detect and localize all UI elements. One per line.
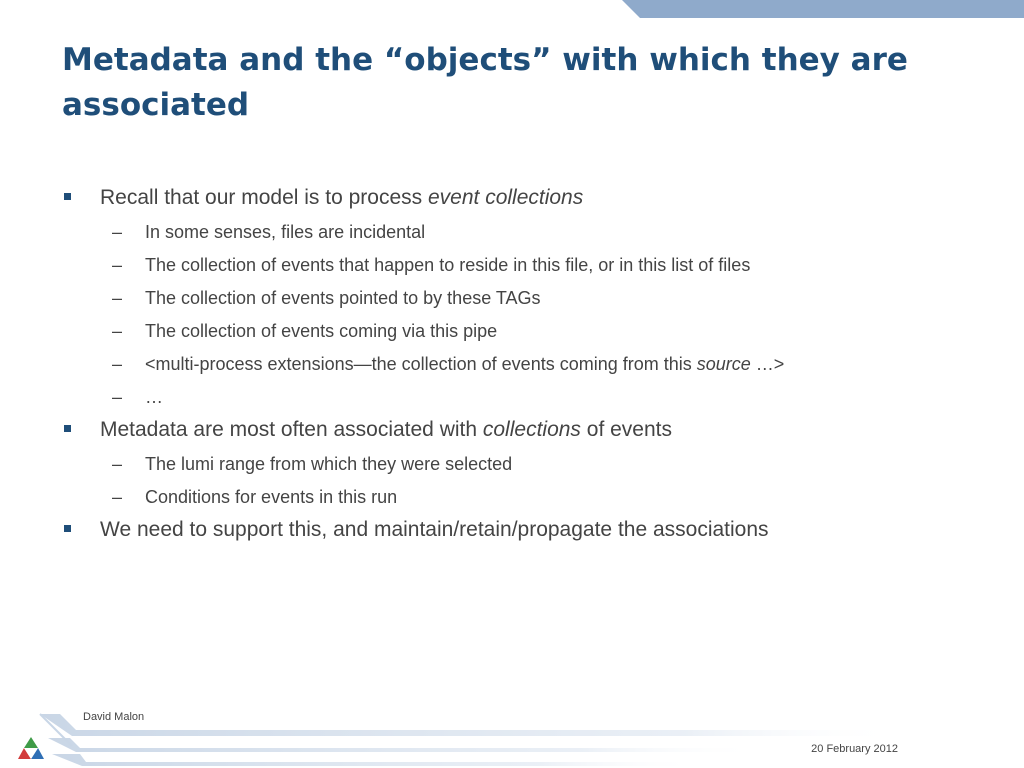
bullet-emphasis: collections: [482, 418, 581, 441]
triangle-logo-icon: [18, 736, 44, 760]
footer-decorative-swoosh: [0, 700, 1024, 768]
dash-bullet-icon: –: [112, 354, 123, 374]
bullet-text: Recall that our model is to process: [100, 186, 428, 209]
dash-bullet-icon: –: [112, 387, 123, 407]
sub-bullet-emphasis: source: [696, 354, 751, 374]
sub-bullet-list: [100, 448, 962, 514]
dash-bullet-icon: –: [112, 321, 123, 341]
sub-bullet-item: [62, 381, 962, 414]
dash-bullet-icon: –: [112, 487, 123, 507]
dash-bullet-icon: –: [112, 288, 123, 308]
sub-bullet-text: The collection of events coming via this pipe: [145, 321, 498, 341]
sub-bullet-item: [62, 216, 962, 249]
bullet-tail: of events: [580, 418, 672, 441]
bullet-emphasis: event collections: [427, 186, 584, 209]
sub-bullet-tail: …>: [750, 354, 785, 374]
sub-bullet-text: <multi-process extensions—the collection of events coming from this: [145, 354, 697, 374]
sub-bullet-text: The collection of events that happen to reside in this file, or in this list of files: [145, 255, 751, 275]
square-bullet-icon: [64, 425, 71, 432]
sub-bullet-item: [62, 249, 962, 282]
sub-bullet-list: [100, 216, 962, 414]
bullet-item: [62, 512, 962, 548]
sub-bullet-item: [62, 282, 962, 315]
bullet-item: [62, 180, 962, 414]
sub-bullet-item: [62, 448, 962, 481]
bullet-item: [62, 412, 962, 514]
bullet-text: Metadata are most often associated with: [100, 418, 483, 441]
sub-bullet-text: The lumi range from which they were selected: [145, 454, 513, 474]
sub-bullet-text: …: [145, 387, 163, 407]
dash-bullet-icon: –: [112, 454, 123, 474]
slide-content: [62, 182, 962, 548]
sub-bullet-item: [62, 315, 962, 348]
sub-bullet-item: [62, 481, 962, 514]
dash-bullet-icon: –: [112, 255, 123, 275]
footer-author: David Malon: [83, 711, 145, 723]
sub-bullet-text: The collection of events pointed to by these TAGs: [145, 288, 541, 308]
sub-bullet-text: In some senses, files are incidental: [145, 222, 426, 242]
sub-bullet-text: Conditions for events in this run: [145, 487, 398, 507]
sub-bullet-item: [62, 348, 962, 381]
slide-title: Metadata and the “objects” with which they are associated: [62, 42, 908, 123]
footer-date: 20 February 2012: [811, 743, 898, 755]
dash-bullet-icon: –: [112, 222, 123, 242]
square-bullet-icon: [64, 525, 71, 532]
bullet-text: We need to support this, and maintain/retain/propagate the associations: [100, 518, 769, 541]
square-bullet-icon: [64, 193, 71, 200]
top-decorative-band: [0, 0, 1024, 18]
